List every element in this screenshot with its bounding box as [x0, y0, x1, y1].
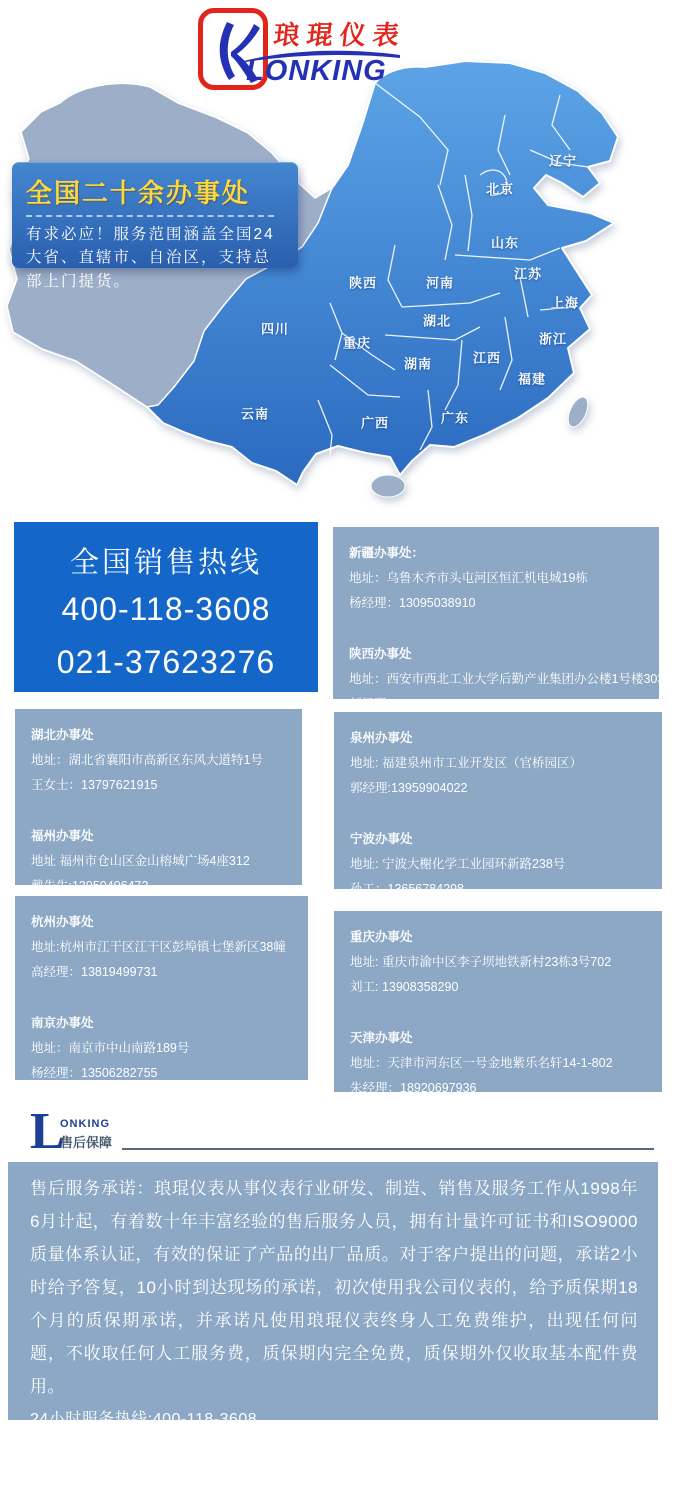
map-label-guangdong: 广东 [440, 410, 470, 426]
office-address: 地址:杭州市江干区江干区彭埠镇七堡新区38幢 [31, 939, 286, 954]
map-label-sichuan: 四川 [260, 321, 290, 337]
office-address: 地址：乌鲁木齐市头屯河区恒汇机电城19栋 [349, 570, 588, 585]
logo-english-text: LONKING [246, 55, 387, 87]
taiwan-island [564, 394, 592, 430]
office-contact: 孙工：13656784298 [350, 882, 464, 897]
map-label-jiangxi: 江西 [472, 350, 502, 366]
map-label-zhejiang: 浙江 [538, 331, 568, 347]
office-address: 地址：湖北省襄阳市高新区东风大道特1号 [31, 752, 263, 767]
aftersales-header [30, 1103, 660, 1160]
aftersales-underline [122, 1148, 654, 1150]
office-address: 地址 福州市仓山区金山榕城广场4座312 [31, 853, 250, 868]
logo-chinese-text: 琅琨仪表 [272, 21, 408, 51]
sales-hotline-021: 021-37623276 [56, 644, 276, 680]
office-contact: 刘工: 13908358290 [350, 980, 459, 995]
office-contact: 戴先生:13950406472 [31, 879, 149, 894]
office-contact: 杨经理：13095038910 [349, 596, 476, 611]
office-address: 地址：天津市河东区一号金地紫乐名轩14-1-802 [350, 1055, 613, 1070]
office-title: 重庆办事处 [350, 930, 413, 944]
hainan-island [371, 475, 405, 497]
office-contact: 郭经理:13959904022 [350, 781, 468, 796]
aftersales-promise: 售后服务承诺：琅琨仪表从事仪表行业研发、制造、销售及服务工作从1998年6月计起，有着数十年丰富经验的售后服务人员，拥有计量许可证书和ISO9000质量体系认证，有效的保证了产品的出厂品质。对于客户提出的问题，承诺2小时给予答复，10小时到达现场的承诺，初次使用我公司仪表的，给予质保期18个月的质保期承诺，并承诺凡使用琅琨仪表终身人工免费维护，出现任何问题，不收取任何人工服务费，质保期内完全免费，质保期外仅收取基本配件费用。 [30, 1179, 638, 1396]
office-address: 地址: 宁波大榭化学工业园环新路238号 [350, 856, 566, 871]
office-title: 陕西办事处 [349, 647, 412, 661]
aftersales-logo-l: L [30, 1103, 65, 1160]
map-label-fujian: 福建 [517, 371, 547, 387]
aftersales-panel [8, 1162, 658, 1496]
office-address: 地址: 重庆市渝中区李子坝地铁新村23栋3号702 [350, 954, 612, 969]
office-box-xinjiang-shaanxi [333, 527, 665, 712]
map-label-chongqing: 重庆 [342, 335, 372, 351]
office-contact: 王女士：13797621915 [31, 778, 158, 793]
office-box-hubei-fuzhou [15, 709, 302, 894]
map-label-yunnan: 云南 [240, 406, 270, 422]
office-contact: 朱经理：18920697936 [350, 1081, 477, 1096]
offices-banner-body: 有求必应！服务范围涵盖全国24大省、直辖市、自治区，支持总部上门提货。 [26, 226, 275, 290]
office-box-hangzhou-nanjing [15, 896, 308, 1080]
map-label-liaoning: 辽宁 [548, 153, 578, 169]
office-contact: 杨经理：13506282755 [31, 1066, 158, 1081]
office-box-quanzhou-ningbo [334, 712, 662, 897]
office-address: 地址: 福建泉州市工业开发区（官桥园区） [350, 755, 582, 770]
service-24h-hotline: 24小时服务热线:400-118-3608 [30, 1411, 258, 1428]
map-label-hunan: 湖南 [403, 356, 433, 372]
office-title: 福州办事处 [31, 829, 94, 843]
office-contact: 刘经理:13363987998 [349, 697, 467, 712]
map-label-guangxi: 广西 [360, 415, 390, 431]
map-label-shanghai: 上海 [550, 295, 580, 311]
office-contact: 高经理：13819499731 [31, 965, 158, 980]
office-title: 南京办事处 [31, 1016, 94, 1030]
offices-banner [12, 162, 298, 290]
office-title: 湖北办事处 [31, 728, 94, 742]
map-label-shandong: 山东 [490, 235, 520, 251]
sales-hotline-400: 400-118-3608 [61, 591, 271, 627]
map-label-jiangsu: 江苏 [513, 266, 543, 282]
office-title: 泉州办事处 [350, 731, 413, 745]
map-label-shaanxi: 陕西 [348, 275, 378, 291]
offices-banner-title: 全国二十余办事处 [26, 178, 251, 208]
map-label-beijing: 北京 [485, 181, 515, 197]
office-title: 新疆办事处： [349, 546, 425, 560]
office-address: 地址：西安市西北工业大学后勤产业集团办公楼1号楼303 [349, 671, 665, 686]
tech-support-hotline: 技术支持热线：18917903276 [30, 1445, 249, 1462]
map-label-hubei: 湖北 [422, 313, 452, 329]
office-title: 杭州办事处 [31, 915, 94, 929]
sales-hotline-title: 全国销售热线 [69, 547, 262, 579]
banner-dashed-divider [26, 215, 274, 217]
office-title: 天津办事处 [350, 1031, 413, 1045]
company-logo [190, 5, 450, 90]
office-box-chongqing-tianjin [334, 911, 662, 1096]
aftersales-logo-text: ONKING [60, 1118, 110, 1130]
order-phone: 订货电话：13816949007 [30, 1479, 216, 1496]
office-title: 宁波办事处 [350, 832, 413, 846]
china-map [0, 55, 680, 515]
office-address: 地址：南京市中山南路189号 [31, 1040, 190, 1055]
aftersales-subtitle: 售后保障 [60, 1135, 113, 1150]
map-label-henan: 河南 [425, 275, 455, 291]
sales-hotline-panel [14, 522, 318, 692]
